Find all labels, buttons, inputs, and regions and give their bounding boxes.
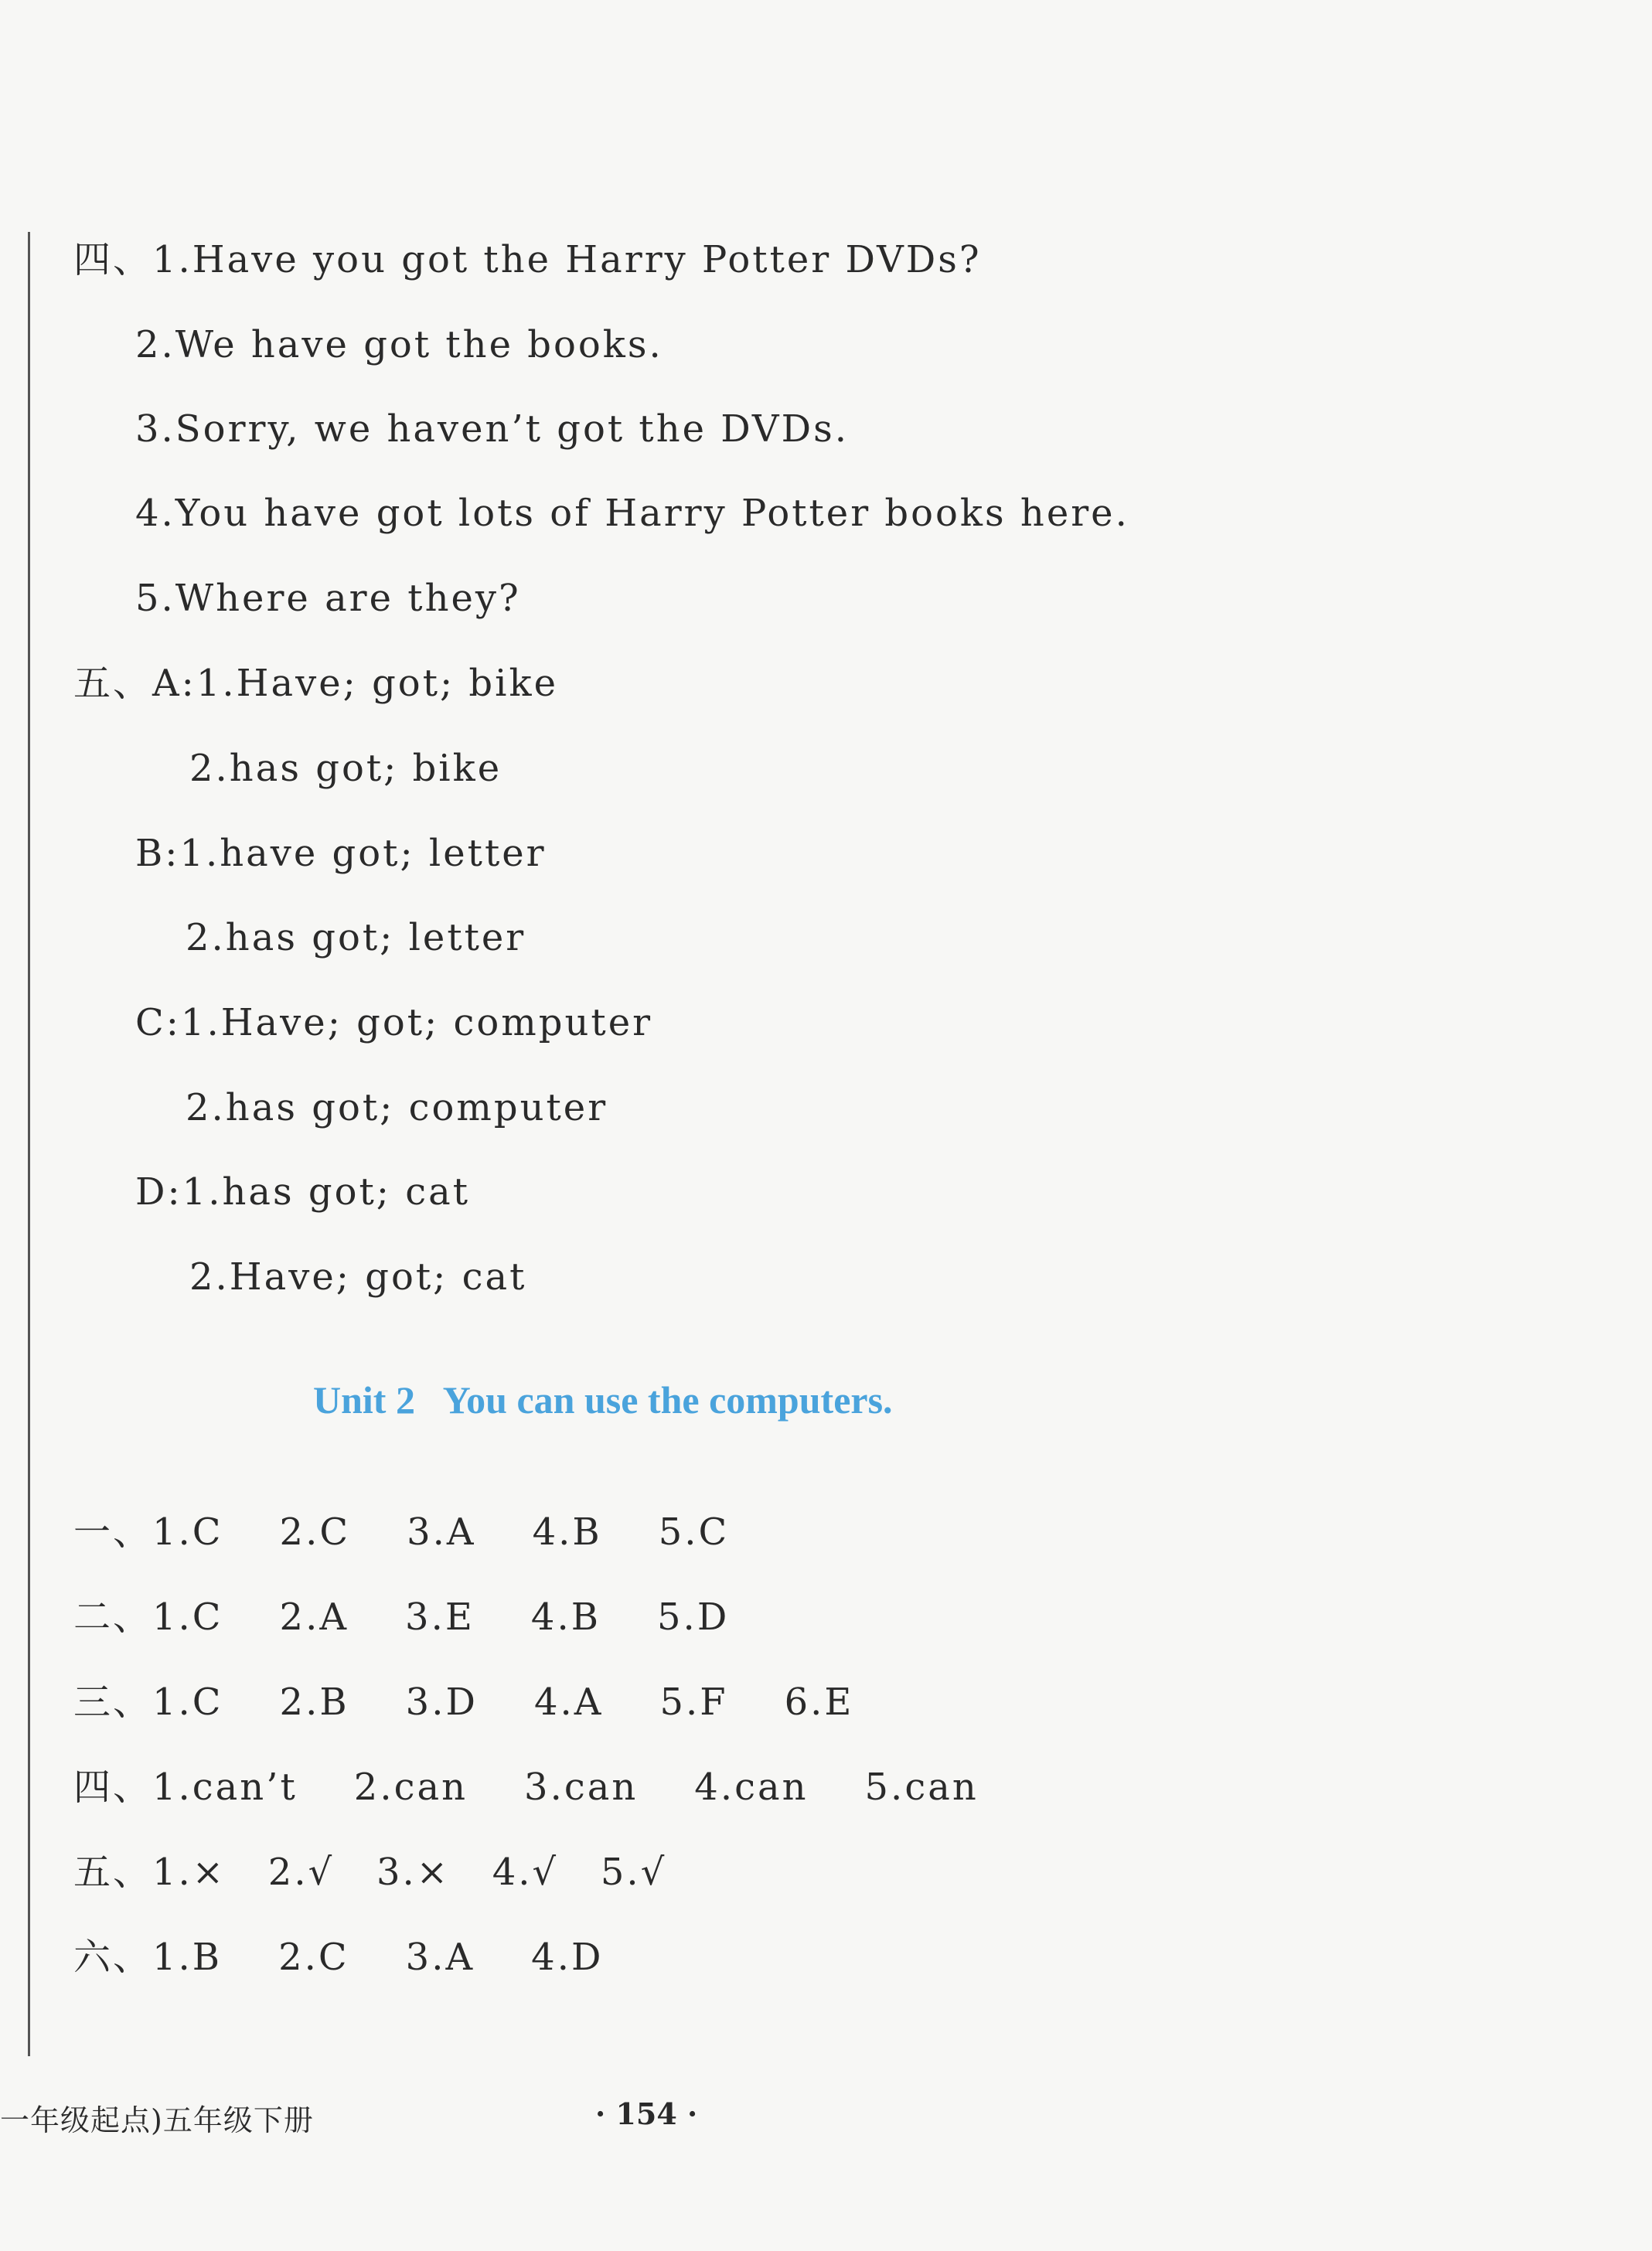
answer-line: 四、1.can’t 2.can 3.can 4.can 5.can [73,1766,979,1809]
answer-line: 六、1.B 2.C 3.A 4.D [73,1936,604,1979]
book-label: 一年级起点)五年级下册 [0,2103,314,2137]
page-number: · 154 · [595,2096,698,2131]
answer-line: 4.You have got lots of Harry Potter books here. [135,492,1129,535]
margin-rule [28,232,30,2056]
answer-line: 一、1.C 2.C 3.A 4.B 5.C [73,1510,730,1554]
answer-line: 2.has got; computer [186,1086,608,1129]
answer-line: 2.has got; bike [189,747,502,790]
answer-line: D:1.has got; cat [135,1170,471,1214]
answer-line: 四、1.Have you got the Harry Potter DVDs? [73,238,982,281]
answer-line: 5.Where are they? [135,577,521,620]
answer-line: 五、1.× 2.√ 3.× 4.√ 5.√ [73,1851,667,1894]
answer-line: 3.Sorry, we haven’t got the DVDs. [135,407,849,451]
answer-line: 二、1.C 2.A 3.E 4.B 5.D [73,1595,730,1639]
unit-heading: Unit 2 You can use the computers. [313,1378,893,1422]
answer-line: C:1.Have; got; computer [135,1001,653,1044]
answer-line: 五、A:1.Have; got; bike [73,662,558,705]
answer-line: 三、1.C 2.B 3.D 4.A 5.F 6.E [73,1681,854,1724]
answer-line: B:1.have got; letter [135,832,547,875]
answer-line: 2.has got; letter [186,916,526,959]
answer-line: 2.We have got the books. [135,323,663,366]
answer-line: 2.Have; got; cat [189,1255,527,1299]
